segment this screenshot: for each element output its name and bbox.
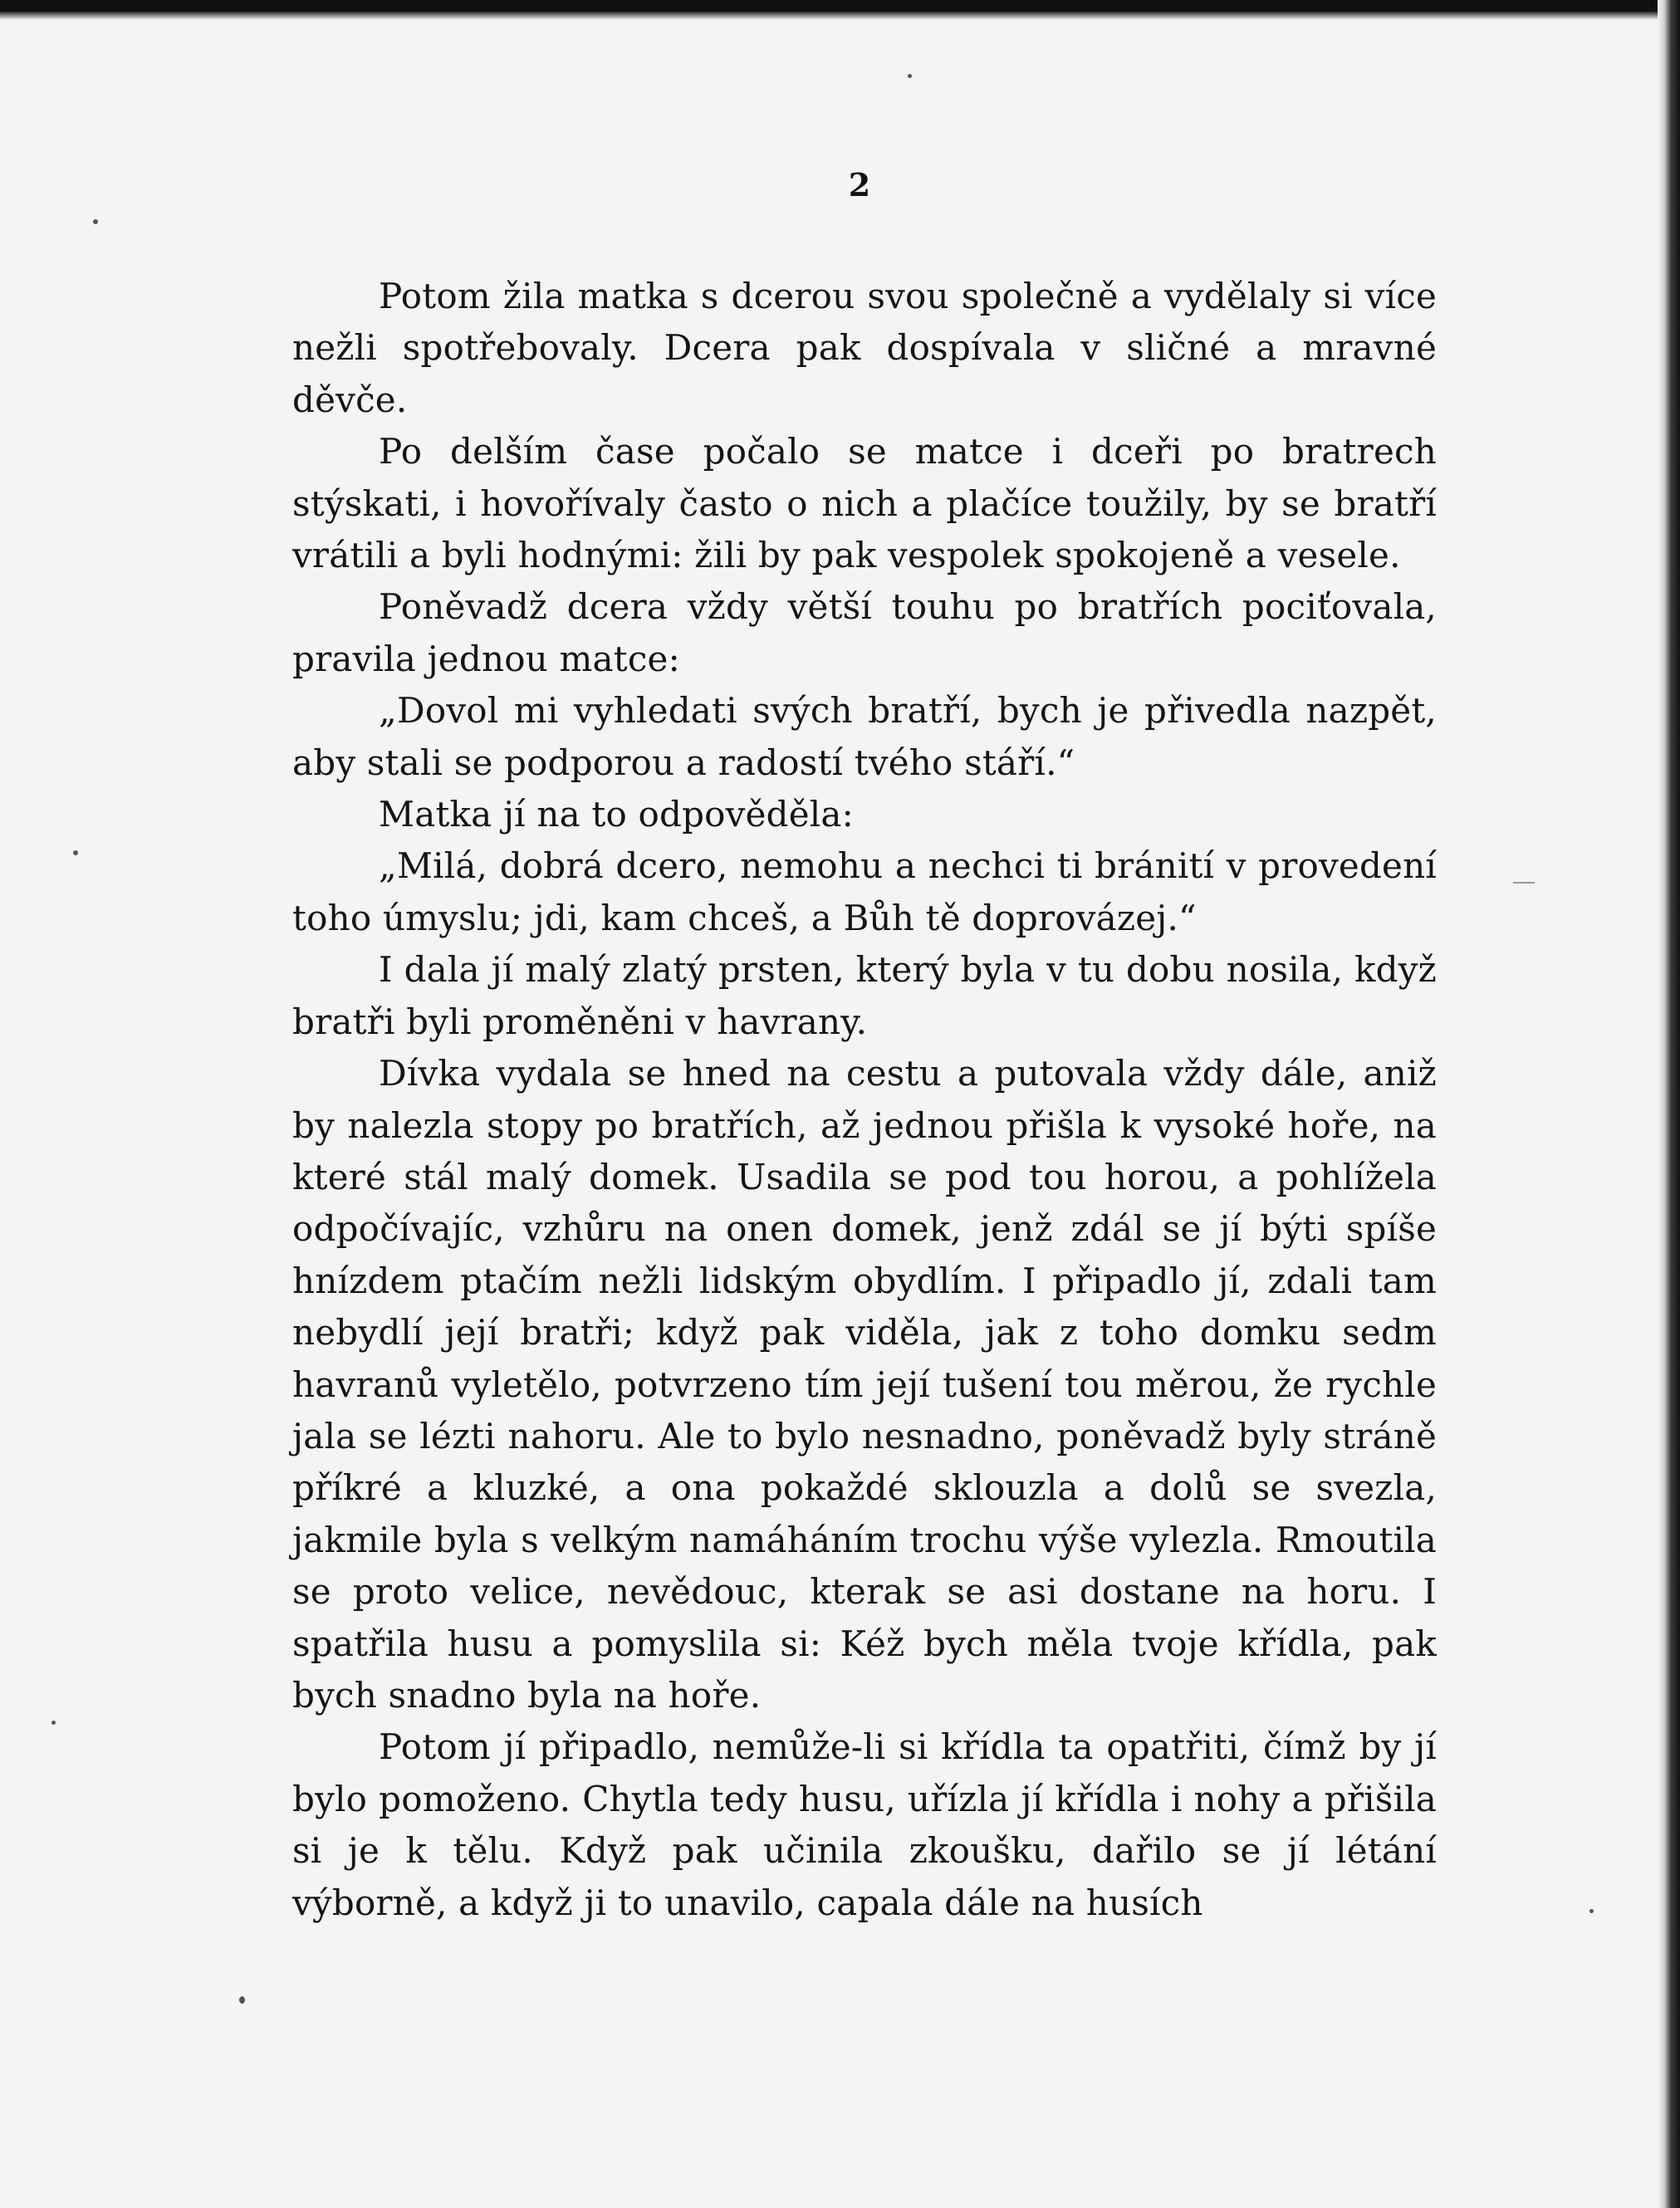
paragraph: Potom žila matka s dcerou svou společně a vydělaly si více nežli spotřebovaly. Dcera pak dospívala v sličné a mravné děvče.: [292, 276, 1437, 420]
paragraph: I dala jí malý zlatý prsten, který byla v tu dobu nosila, když bratři byli proměněni v havrany.: [292, 949, 1437, 1042]
scan-speck: [1589, 1909, 1594, 1913]
page-edge-shadow: [1658, 0, 1680, 2208]
paragraph: „Dovol mi vyhledati svých bratří, bych je přivedla nazpět, aby stali se podporou a radostí tvého stáří.“: [292, 690, 1437, 783]
scan-speck: [93, 219, 98, 224]
scan-speck: [1513, 882, 1535, 884]
paragraph: Potom jí připadlo, nemůže-li si křídla ta opatřiti, čímž by jí bylo pomoženo. Chytla tedy husu, uřízla jí křídla i nohy a přišila si je k tělu. Když pak učinila zkoušku, dařilo se jí létání výborně, a když ji to unavilo, capala dále na husích: [292, 1726, 1437, 1923]
scanned-page: [0, 12, 1658, 2208]
scan-speck: [239, 1996, 245, 2004]
scan-speck: [51, 1721, 56, 1725]
body-text: [292, 271, 1437, 1929]
scan-speck: [73, 850, 78, 855]
paragraph: Po delším čase počalo se matce i dceři po bratrech stýskati, i hovořívaly často o nich a plačíce toužily, by se bratří vrátili a byli hodnými: žili by pak vespolek spokojeně a vesele.: [292, 431, 1437, 576]
paragraph: Matka jí na to odpověděla:: [379, 794, 855, 835]
paragraph: „Milá, dobrá dcero, nemohu a nechci ti bránití v provedení toho úmyslu; jdi, kam chceš, a Bůh tě doprovázej.“: [292, 845, 1437, 938]
paragraph: Poněvadž dcera vždy větší touhu po bratřích pociťovala, pravila jednou matce:: [292, 586, 1437, 679]
paragraph: Dívka vydala se hned na cestu a putovala vždy dále, aniž by nalezla stopy po bratřích, až jednou přišla k vysoké hoře, na které stál malý domek. Usadila se pod tou horou, a pohlížela odpočívajíc, vzhůru na onen domek, jenž zdál se jí býti spíše hnízdem ptačím nežli lidským obydlím. I připadlo jí, zdali tam nebydlí její bratři; když pak viděla, jak z toho domku sedm havranů vyletělo, potvrzeno tím její tušení tou měrou, že rychle jala se lézti nahoru. Ale to bylo nesnadno, poněvadž byly stráně příkré a kluzké, a ona pokaždé sklouzla a dolů se svezla, jakmile byla s velkým namáháním trochu výše vylezla. Rmoutila se proto velice, nevědouc, kterak se asi dostane na horu. I spatřila husu a pomyslila si: Kéž bych měla tvoje křídla, pak bych snadno byla na hoře.: [292, 1053, 1437, 1716]
scan-speck: [908, 74, 912, 78]
page-number: 2: [848, 166, 871, 203]
